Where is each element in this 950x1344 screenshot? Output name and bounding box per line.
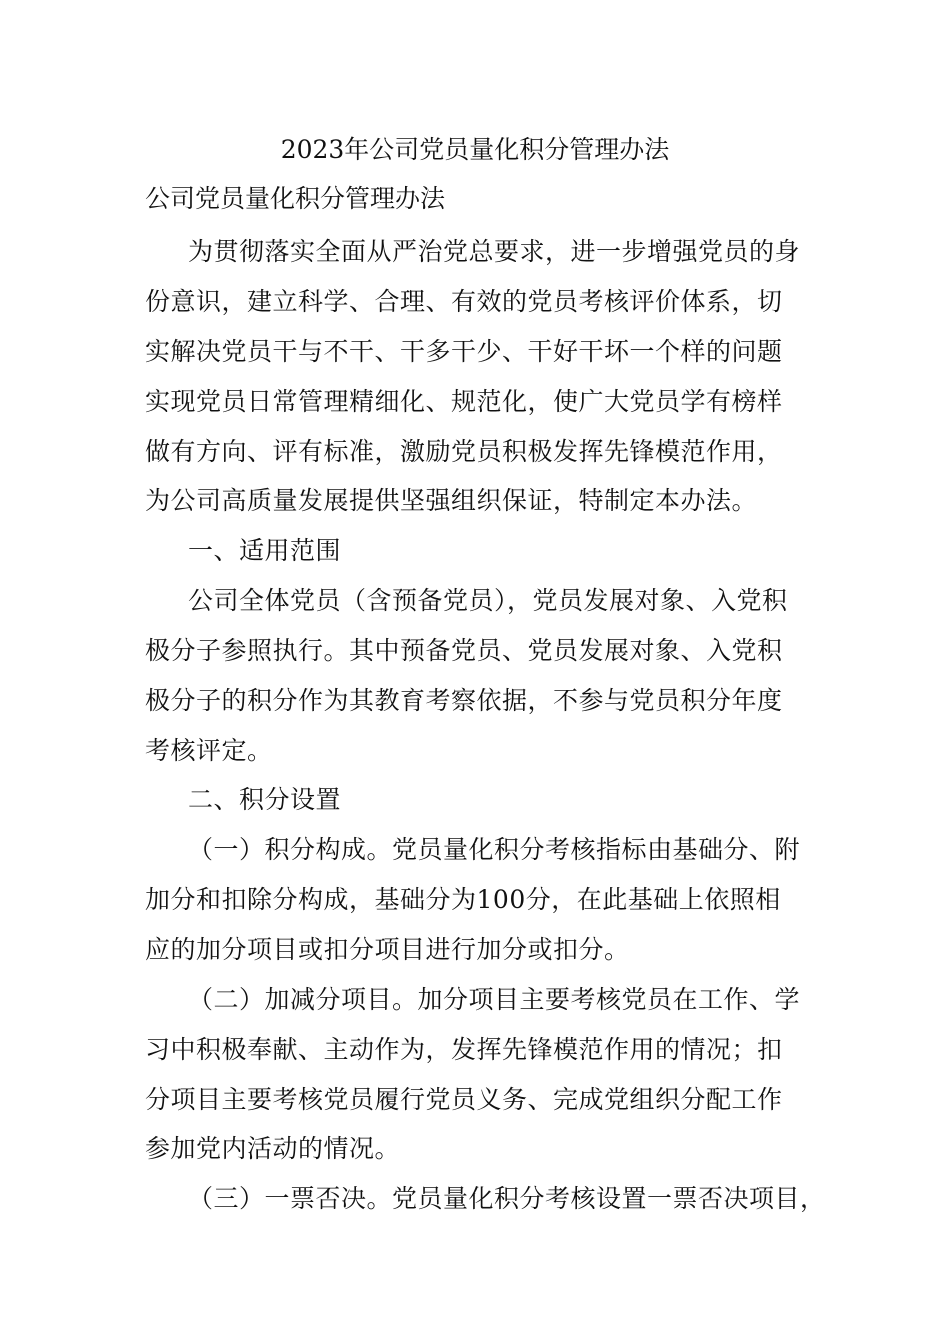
paragraph-line: 做有方向、评有标准，激励党员积极发挥先锋模范作用，: [145, 437, 783, 466]
paragraph-line: 加分和扣除分构成，基础分为100分，在此基础上依照相: [145, 885, 781, 914]
paragraph-line: 考核评定。: [145, 736, 273, 765]
paragraph-line: 实解决党员干与不干、干多干少、干好干坏一个样的问题: [145, 337, 783, 366]
paragraph-line: （二）加减分项目。加分项目主要考核党员在工作、学: [188, 985, 801, 1014]
paragraph-line: 应的加分项目或扣分项目进行加分或扣分。: [145, 935, 630, 964]
paragraph-line: 为贯彻落实全面从严治党总要求，进一步增强党员的身: [188, 237, 801, 266]
paragraph-line: 极分子的积分作为其教育考察依据，不参与党员积分年度: [145, 686, 783, 715]
paragraph-line: （三）一票否决。党员量化积分考核设置一票否决项目，: [188, 1184, 826, 1213]
document-title: 2023年公司党员量化积分管理办法: [280, 135, 670, 164]
document-subtitle: 公司党员量化积分管理办法: [145, 184, 446, 213]
paragraph-line: 份意识，建立科学、合理、有效的党员考核评价体系，切: [145, 287, 783, 316]
paragraph-line: 习中积极奉献、主动作为，发挥先锋模范作用的情况；扣: [145, 1035, 783, 1064]
paragraph-line: 为公司高质量发展提供坚强组织保证，特制定本办法。: [145, 486, 758, 515]
section-heading-settings: 二、积分设置: [188, 785, 342, 814]
paragraph-line: 参加党内活动的情况。: [145, 1134, 401, 1163]
paragraph-line: 极分子参照执行。其中预备党员、党员发展对象、入党积: [145, 636, 783, 665]
paragraph-line: （一）积分构成。党员量化积分考核指标由基础分、附: [188, 835, 801, 864]
paragraph-line: 公司全体党员（含预备党员），党员发展对象、入党积: [188, 586, 788, 615]
section-heading-scope: 一、适用范围: [188, 536, 342, 565]
paragraph-line: 分项目主要考核党员履行党员义务、完成党组织分配工作: [145, 1085, 783, 1114]
paragraph-line: 实现党员日常管理精细化、规范化，使广大党员学有榜样: [145, 387, 783, 416]
